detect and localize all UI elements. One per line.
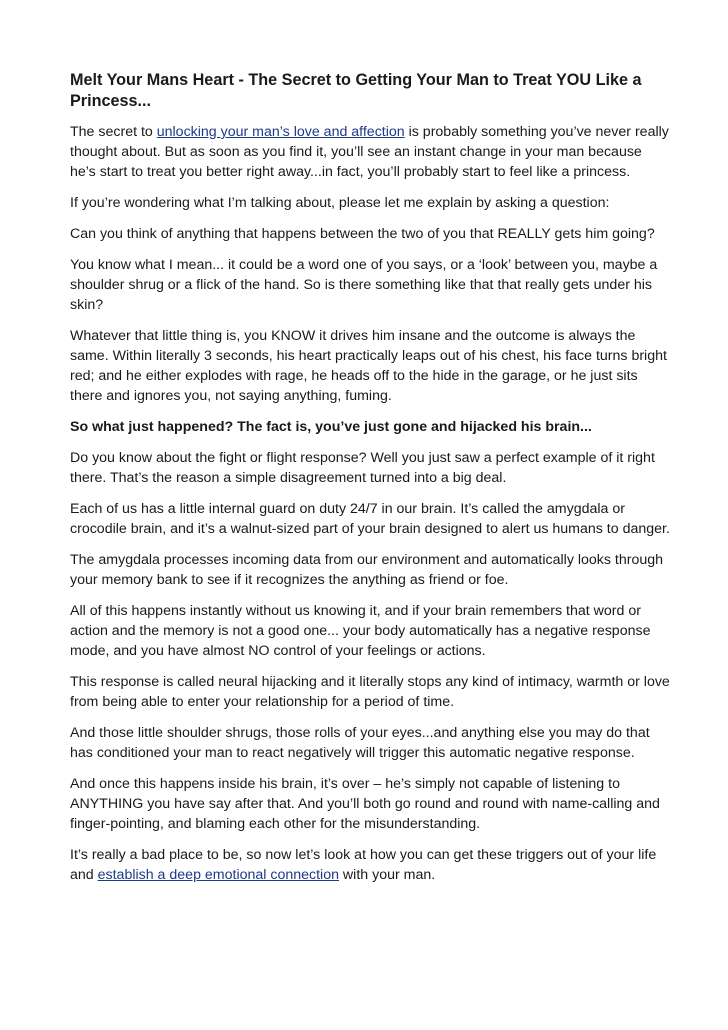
- paragraph-3: Can you think of anything that happens between the two of you that REALLY gets him going?: [70, 226, 655, 242]
- paragraph-2: If you’re wondering what I’m talking about, please let me explain by asking a question:: [70, 195, 610, 211]
- document-title: Melt Your Mans Heart - The Secret to Getting Your Man to Treat YOU Like a Princess...: [70, 71, 642, 110]
- paragraph-1: [70, 122, 670, 182]
- paragraph-5: Whatever that little thing is, you KNOW it drives him insane and the outcome is always the same. Within literally 3 seconds, his heart practically leaps out of his chest, his face turns bright red; and he either explodes with rage, he heads off to the hide in the garage, or he just sits there and ignores you, not saying anything, fuming.: [70, 328, 667, 404]
- paragraph-7: Do you know about the fight or flight response? Well you just saw a perfect example of it right there. That’s the reason a simple disagreement turned into a big deal.: [70, 450, 655, 486]
- paragraph-12: And those little shoulder shrugs, those rolls of your eyes...and anything else you may do that has conditioned your man to react negatively will trigger this automatic negative response.: [70, 725, 650, 761]
- paragraph-8: Each of us has a little internal guard on duty 24/7 in our brain. It’s called the amygdala or crocodile brain, and it’s a walnut-sized part of your brain designed to alert us humans to danger.: [70, 501, 670, 537]
- document-page: [70, 70, 670, 896]
- bold-subheading: So what just happened? The fact is, you’ve just gone and hijacked his brain...: [70, 419, 592, 435]
- paragraph-4: You know what I mean... it could be a word one of you says, or a ‘look’ between you, maybe a shoulder shrug or a flick of the hand. So is there something like that that really gets under his skin?: [70, 257, 658, 313]
- emotional-connection-link[interactable]: establish a deep emotional connection: [97, 867, 339, 883]
- paragraph-13: And once this happens inside his brain, it’s over – he’s simply not capable of listening to ANYTHING you have say after that. And you’ll both go round and round with name-calling and finger-pointing, and blaming each other for the misunderstanding.: [70, 776, 660, 832]
- paragraph-1-text-end: is probably something you’ve never really thought about. But as soon as you find it, you’ll see an instant change in your man because he’s start to treat you better right away...in fact, you’ll probably start to feel like a princess.: [70, 124, 669, 180]
- paragraph-9: The amygdala processes incoming data from our environment and automatically looks through your memory bank to see if it recognizes the anything as friend or foe.: [70, 552, 664, 588]
- paragraph-14-text-end: with your man.: [338, 867, 436, 883]
- paragraph-14-text-start: It’s really a bad place to be, so now let’s look at how you can get these triggers out of your life and: [70, 847, 657, 883]
- paragraph-1-text-start: The secret to: [70, 124, 157, 140]
- paragraph-10: All of this happens instantly without us knowing it, and if your brain remembers that word or action and the memory is not a good one... your body automatically has a negative response mode, and you have almost NO control of your feelings or actions.: [70, 603, 651, 659]
- love-affection-link[interactable]: unlocking your man’s love and affection: [156, 124, 405, 140]
- paragraph-11: This response is called neural hijacking and it literally stops any kind of intimacy, warmth or love from being able to enter your relationship for a period of time.: [70, 674, 670, 710]
- paragraph-14: [70, 845, 670, 885]
